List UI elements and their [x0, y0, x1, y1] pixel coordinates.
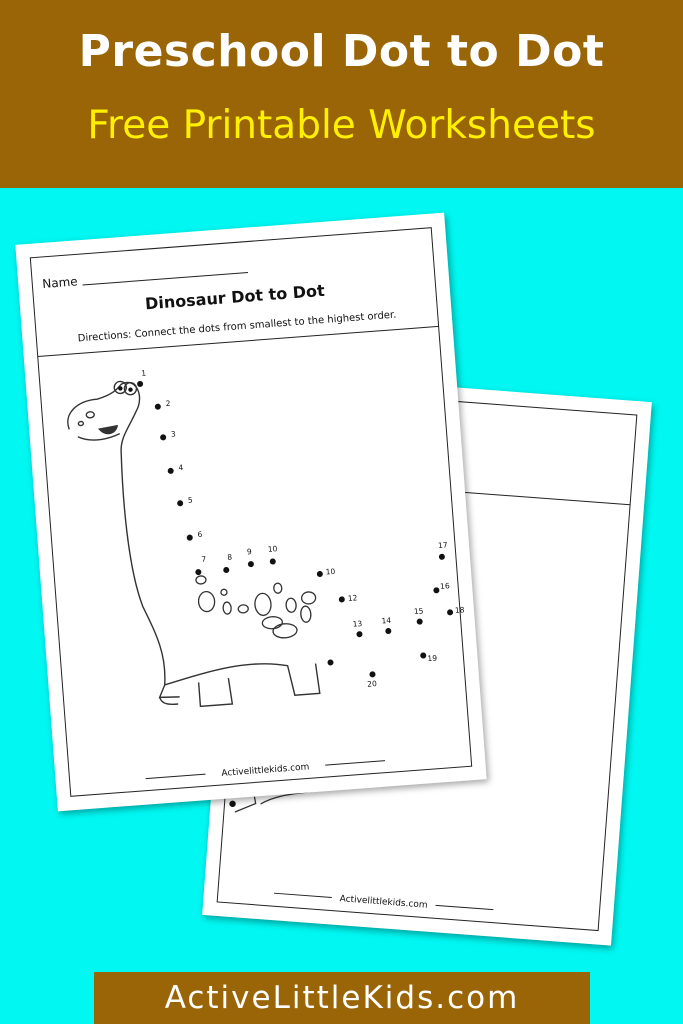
dinosaur-spots — [196, 567, 319, 644]
front-worksheet-art — [15, 213, 486, 812]
back-site-credit: Activelittlekids.com — [339, 894, 428, 911]
dot-label-5: 5 — [187, 495, 194, 505]
page-subtitle: Free Printable Worksheets — [87, 103, 596, 148]
dot-label-15: 15 — [413, 606, 424, 617]
dot-label-12: 12 — [347, 593, 358, 603]
name-label: Name — [41, 274, 79, 291]
dot-label-6: 6 — [197, 529, 203, 540]
dot-label-10a: 10 — [267, 544, 278, 554]
dot-label-14: 14 — [381, 615, 392, 626]
name-line — [83, 273, 249, 285]
dot-label-1: 1 — [140, 368, 147, 378]
front-worksheet — [15, 213, 486, 812]
page-title: Preschool Dot to Dot — [78, 26, 605, 77]
dot-label-3: 3 — [170, 429, 177, 439]
dot-label-20: 20 — [366, 679, 378, 689]
dot-label-13: 13 — [352, 618, 363, 629]
worksheet-directions: Directions: Connect the dots from smallest to the highest order. — [77, 309, 397, 345]
worksheet-title: Dinosaur Dot to Dot — [144, 280, 326, 314]
dot-label-10b: 10 — [325, 566, 336, 577]
connect-dots — [137, 359, 458, 693]
dot-label-9: 9 — [246, 547, 253, 557]
dot-label-17: 17 — [437, 540, 448, 551]
dot-label-2: 2 — [165, 398, 171, 409]
dot-label-16: 16 — [439, 581, 450, 592]
front-site-credit: Activelittlekids.com — [221, 762, 310, 779]
dot-label-19: 19 — [427, 653, 438, 664]
footer-banner — [94, 972, 590, 1024]
dot-label-4: 4 — [178, 462, 184, 473]
dot-label-7: 7 — [201, 554, 207, 564]
dot-label-8: 8 — [227, 552, 233, 562]
dot-label-18: 18 — [454, 605, 465, 615]
header-banner — [0, 0, 683, 188]
back-dot-22 — [229, 800, 236, 807]
dinosaur-outline — [65, 368, 320, 714]
footer-site-link[interactable]: ActiveLittleKids.com — [164, 980, 520, 1016]
